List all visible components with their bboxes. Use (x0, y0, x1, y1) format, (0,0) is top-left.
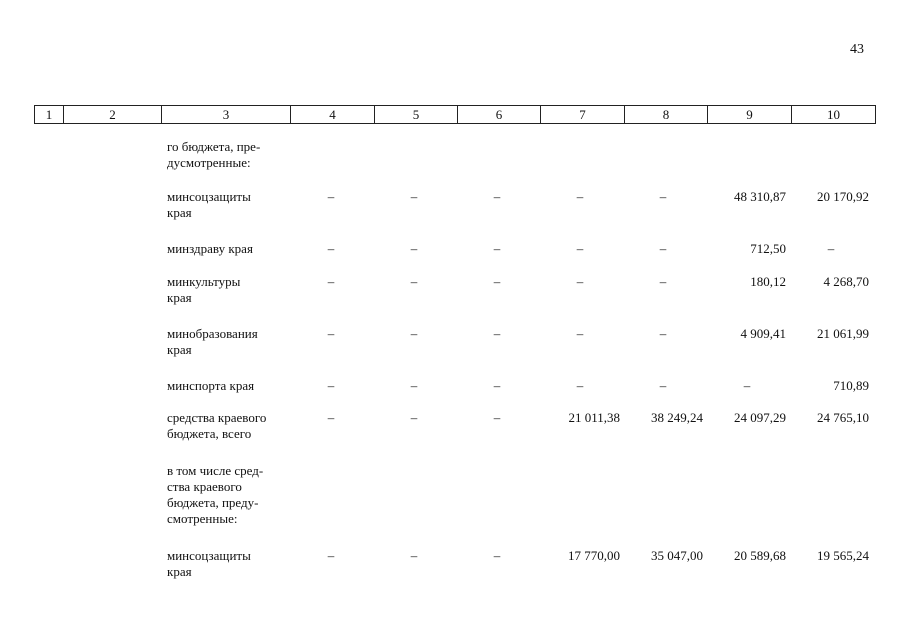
column-header-table (34, 105, 876, 124)
column-header-9: 9 (708, 106, 792, 124)
column-header-5: 5 (375, 106, 458, 124)
row-label (167, 326, 292, 358)
row-label-line: края (167, 564, 192, 579)
column-header-10: 10 (792, 106, 876, 124)
row-label-line: бюджета, всего (167, 426, 252, 441)
row-label (167, 548, 292, 580)
cell-col-5: – (410, 326, 418, 341)
row-label (167, 378, 292, 394)
cell-col-8: – (659, 378, 667, 393)
cell-col-6: – (493, 548, 501, 563)
cell-col-9: 180,12 (750, 274, 786, 289)
column-header-6: 6 (458, 106, 541, 124)
row-label-line: минздраву края (167, 241, 253, 256)
cell-col-4: – (327, 378, 335, 393)
cell-col-5: – (410, 548, 418, 563)
cell-col-7: 17 770,00 (568, 548, 620, 563)
cell-col-10: 710,89 (833, 378, 869, 393)
row-label (167, 410, 292, 442)
column-header-7: 7 (541, 106, 625, 124)
row-label-line: края (167, 290, 192, 305)
row-label-line: края (167, 342, 192, 357)
column-header-row (35, 106, 876, 124)
cell-col-7: – (576, 274, 584, 289)
cell-col-4: – (327, 410, 335, 425)
cell-col-9: 712,50 (750, 241, 786, 256)
cell-col-9: 24 097,29 (734, 410, 786, 425)
cell-col-6: – (493, 378, 501, 393)
cell-col-7: – (576, 326, 584, 341)
row-label-line: минобразования (167, 326, 258, 341)
cell-col-8: 38 249,24 (651, 410, 703, 425)
cell-col-6: – (493, 189, 501, 204)
cell-col-9: 20 589,68 (734, 548, 786, 563)
column-header-1: 1 (35, 106, 64, 124)
cell-col-7: – (576, 241, 584, 256)
cell-col-7: 21 011,38 (568, 410, 620, 425)
row-label-line: минкультуры (167, 274, 241, 289)
cell-col-4: – (327, 326, 335, 341)
cell-col-4: – (327, 189, 335, 204)
cell-col-10: 19 565,24 (817, 548, 869, 563)
cell-col-6: – (493, 326, 501, 341)
row-label (167, 189, 292, 221)
row-label-line: смотренные: (167, 511, 238, 526)
row-label-line: дусмотренные: (167, 155, 251, 170)
cell-col-8: – (659, 189, 667, 204)
cell-col-10: – (827, 241, 835, 256)
row-label-line: края (167, 205, 192, 220)
row-label-line: го бюджета, пре- (167, 139, 261, 154)
column-header-4: 4 (291, 106, 375, 124)
cell-col-5: – (410, 378, 418, 393)
cell-col-8: – (659, 274, 667, 289)
row-label (167, 139, 292, 171)
cell-col-8: – (659, 241, 667, 256)
cell-col-10: 4 268,70 (823, 274, 869, 289)
row-label-line: бюджета, преду- (167, 495, 259, 510)
row-label (167, 274, 292, 306)
row-label-line: в том числе сред- (167, 463, 264, 478)
cell-col-5: – (410, 189, 418, 204)
cell-col-4: – (327, 548, 335, 563)
row-label-line: минсоцзащиты (167, 189, 251, 204)
cell-col-5: – (410, 410, 418, 425)
cell-col-4: – (327, 274, 335, 289)
row-label (167, 463, 292, 527)
row-label-line: минспорта края (167, 378, 255, 393)
column-header-2: 2 (64, 106, 162, 124)
cell-col-5: – (410, 274, 418, 289)
cell-col-6: – (493, 410, 501, 425)
cell-col-10: 21 061,99 (817, 326, 869, 341)
cell-col-8: – (659, 326, 667, 341)
cell-col-7: – (576, 378, 584, 393)
row-label (167, 241, 292, 257)
row-label-line: средства краевого (167, 410, 267, 425)
row-label-line: ства краевого (167, 479, 242, 494)
cell-col-9: – (743, 378, 751, 393)
cell-col-10: 20 170,92 (817, 189, 869, 204)
cell-col-9: 48 310,87 (734, 189, 786, 204)
cell-col-10: 24 765,10 (817, 410, 869, 425)
cell-col-7: – (576, 189, 584, 204)
cell-col-4: – (327, 241, 335, 256)
page-number: 43 (850, 42, 864, 57)
column-header-3: 3 (162, 106, 291, 124)
cell-col-6: – (493, 241, 501, 256)
cell-col-9: 4 909,41 (740, 326, 786, 341)
column-header-8: 8 (625, 106, 708, 124)
row-label-line: минсоцзащиты (167, 548, 251, 563)
cell-col-6: – (493, 274, 501, 289)
cell-col-5: – (410, 241, 418, 256)
cell-col-8: 35 047,00 (651, 548, 703, 563)
